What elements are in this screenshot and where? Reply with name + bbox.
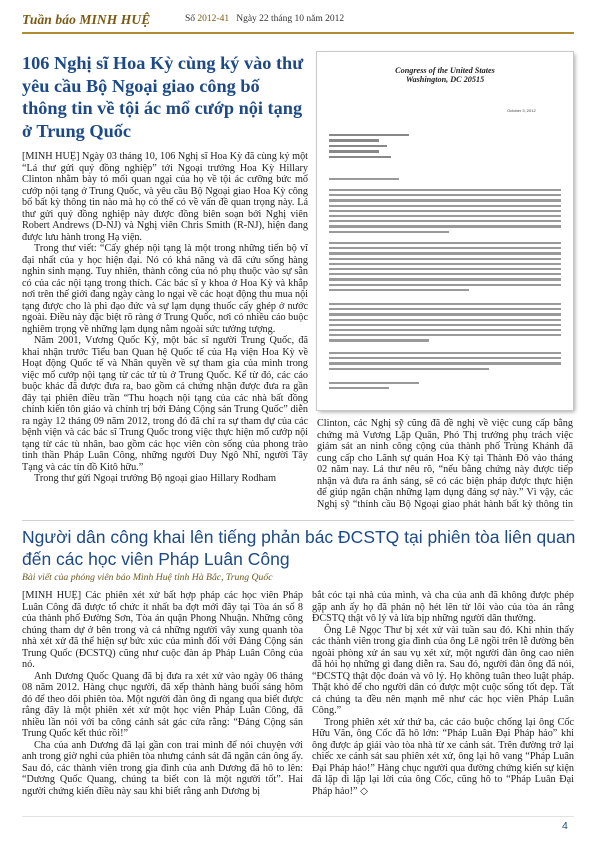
article2-paragraph: Cha của anh Dương đã lại gần con trai mình để nói chuyện với anh trong giờ nghỉ của phiên tòa nhưng cảnh sát đã ngăn cản ông ấy. Sau đó, các thành viên trong gia đình của anh Dương đã hô to lên: “Dương Quốc Quang, chúng ta biết con là một người tốt”. Hai người chứng kiến điều này sau khi biết rằng anh Dương bị xyxy=(22,739,303,797)
footer-rule xyxy=(22,816,574,817)
issue-info xyxy=(185,14,344,24)
article1-paragraph: [MINH HUỆ] Ngày 03 tháng 10, 106 Nghị sĩ Hoa Kỳ đã cùng ký một “Lá thư gửi quý đồng nghiệp” tới Ngoại trưởng Hoa Kỳ Hillary Clinton nhằm bày tỏ mối quan ngại của họ về tội ác cưỡng bức mổ cướp nội tạng ở Trung Quốc, và yêu cầu Bộ Ngoại giao Hoa Kỳ công bố bất kỳ thông tin nào mà họ có thể có về vấn đề quan trọng này. Lá thư gửi quý đồng nghiệp này được đồng biên soạn bởi Nghị viên Robert Andrews (D-NJ) và Nghị viên Chris Smith (R-NJ), hiện đang được lưu hành trong Hạ viện. xyxy=(22,151,308,243)
article2-paragraph: bắt cóc tại nhà của mình, và cha của anh đã không được phép gặp anh ấy họ đã phản nộ hét lên từ lôi vào của tòa án rằng ĐCSTQ thật vô lý và lừa bịp những người dân thường. xyxy=(312,590,574,624)
page-header xyxy=(22,6,574,36)
article1-headline: 106 Nghị sĩ Hoa Kỳ cùng ký vào thư yêu cầu Bộ Ngoại giao công bố thông tin về tội ác mổ cướp nội tạng ở Trung Quốc xyxy=(22,53,304,141)
letter-paragraph xyxy=(329,189,561,236)
article2-headline: Người dân công khai lên tiếng phản bác ĐCSTQ tại phiên tòa liên quan đến các học viên Pháp Luân Công xyxy=(22,527,576,569)
article1-paragraph: Trong thư gửi Ngoại trưởng Bộ ngoại giao Hillary Rodham xyxy=(34,473,277,484)
issue-number: 2012-41 xyxy=(197,14,230,24)
header-rule xyxy=(22,32,574,34)
issue-date: Ngày 22 tháng 10 năm 2012 xyxy=(236,14,345,24)
article2-paragraph: [MINH HUỆ] Các phiên xét xử bất hợp pháp các học viên Pháp Luân Công đã được tổ chức ít nhất ba đợt mới đây tại Tòa án số 8 của thành phố Đường Sơn, Tòa án quận Phong Nhuận. Những công chúng tham dự ở bên trong và cả những người vây xung quanh tòa nhà xét xử đã thể hiện sự bức xúc của mình đối với Đảng Cộng sản Trung Quốc (ĐCSTQ) cũng như cuộc đàn áp Pháp Luân Công của nó. xyxy=(22,590,303,670)
letter-paragraph xyxy=(329,303,561,345)
letterhead-title: Congress of the United States xyxy=(395,66,495,75)
article1-paragraph: Trong thư viết: “Cấy ghép nội tạng là một trong những tiến bộ vĩ đại nhất của y học hiện đại. Nó có khả năng và đã cứu sống hàng nghìn sinh mạng. Tuy nhiên, thành công của nó phụ thuộc vào sự sẵn có của các nội tạng trong thích. Các bác sĩ y khoa ở Hoa Kỳ và khắp nơi trên thế giới đang ngày càng lo ngại về các hoạt động thu mua nội tạng được cho là phi đạo đức và sự lạm dụng thuốc cấy ghép ở nước ngoài. Điều này đặc biệt rõ ràng ở Trung Quốc, nơi có nhiều cáo buộc nghiêm trọng về những lạm dụng nằm ngoài sức tưởng tượng. xyxy=(22,243,308,335)
article2-paragraph: Anh Dương Quốc Quang đã bị đưa ra xét xử vào ngày 06 tháng 08 năm 2012. Hàng chục người, đã xếp thành hàng buổi sáng hôm đó để theo dõi phiên tòa. Một người đàn ông đi ngang qua biết được rằng đây là một phiên xét xử một học viên Pháp Luân Công, đã nhiều lần nói với ba công cảnh sát gác cửa rằng: “Đảng Cộng sản Trung Quốc kết thúc rồi!” xyxy=(22,670,303,739)
article1-column1 xyxy=(22,151,308,510)
article2-column1 xyxy=(22,590,303,812)
article1-paragraph: Clinton, các Nghị sỹ cũng đã đề nghị về việc cung cấp bằng chứng mà Vương Lập Quân, Phó Thị trưởng phụ trách việc giám sát an ninh công cộng của thành phố Trùng Khánh đã cung cấp cho Lãnh sự quán Hoa Kỳ tại Thành Đô vào tháng 02 năm nay. Lá thư nêu rõ, “nếu bằng chứng này được tiếp nhận và đưa ra ánh sáng, sẽ có các biện pháp được thực hiện để giúp ngăn chặn những lạm dụng đáng sợ này.” Vì vậy, các Nghị sỹ “thỉnh cầu Bộ Ngoại giao phát hành bất kỳ thông tin xyxy=(317,418,573,510)
page-number: 4 xyxy=(562,820,568,832)
letterhead-city: Washington, DC 20515 xyxy=(405,75,485,84)
letterhead xyxy=(377,66,513,84)
letter-address-block xyxy=(329,134,409,161)
article2-column2 xyxy=(312,590,574,812)
masthead: Tuần báo MINH HUỆ xyxy=(22,12,151,27)
letter-paragraph xyxy=(329,242,561,294)
letter-date: October 3, 2012 xyxy=(507,108,536,113)
letter-paragraph xyxy=(329,352,561,373)
letter-salutation xyxy=(329,178,561,183)
issue-label: Số xyxy=(185,14,198,24)
congress-letter-image xyxy=(317,52,573,410)
article1-paragraph: Năm 2001, Vương Quốc Kỳ, một bác sĩ người Trung Quốc, đã khai nhận trước Tiểu ban Quan hệ Quốc tế của Hạ viện Hoa Kỳ về Hoạt động Quốc tế và Nhân quyền về sự tham gia của mình trong việc mổ cướp nội tạng từ các tử tù ở Trung Quốc. Kể từ đó, các cáo buộc khác đã được đưa ra, bao gồm cả chứng nhận được đưa ra gần đây tại phiên điều trần “Thu hoạch nội tạng của các nhà bất đồng chính kiến tôn giáo và chính trị bởi Đảng Cộng sản Trung Quốc” diễn ra ngày 12 tháng 09 năm 2012, trong đó đã chỉ ra sự tham dự của các bệnh viện và các bác sĩ Trung Quốc trong việc thực hiện mổ cướp nội tạng từ các tù nhân, bao gồm các học viên còn sống của phong trào tinh thần Pháp Luân Công, những người Duy Ngô Nhĩ, người Tây Tạng và các tín đồ Kitô hữu.” xyxy=(22,335,308,473)
article2-byline: Bài viết của phóng viên báo Minh Huệ tỉnh Hà Bắc, Trung Quốc xyxy=(22,572,273,583)
article2-paragraph: Trong phiên xét xử thứ ba, các cáo buộc chống lại ông Cốc Hữu Văn, ông Cốc đã hô lớn: “Pháp Luân Đại Pháp hảo” khi ông được áp giải vào tòa nhà từ xe cảnh sát. Trên đường trở lại chiếc xe cảnh sát sau phiên xét xử, ông lại hô vang “Pháp Luân Đại Pháp hảo!” Hàng chục người qua đường chứng kiến sự kiện đã lặp đi lặp lại lời của ông Cốc, cũng hô to “Pháp Luân Đại Pháp hảo!” ◇ xyxy=(312,716,574,797)
article1-column2 xyxy=(317,418,573,510)
article2-paragraph: Ông Lê Ngọc Thư bị xét xử vài tuần sau đó. Khi nhìn thấy các thành viên trong gia đình của ông Lê ngồi trên lễ đường bên ngoài phòng xử án sau vụ xét xử, một người đàn ông cao niên đã hỏi họ những gì đang diễn ra. Sau đó, người đàn ông đã nói, “ĐCSTQ thật độc đoán và vô lý. Họ không tuân theo luật pháp. Thật khó để cho người dân có được một cuộc sống tốt đẹp. Tất cả chúng ta đều nên mạnh mẽ như các học viên Pháp Luân Công.” xyxy=(312,624,574,716)
letter-signature-note xyxy=(329,382,479,392)
article-separator xyxy=(22,520,574,521)
